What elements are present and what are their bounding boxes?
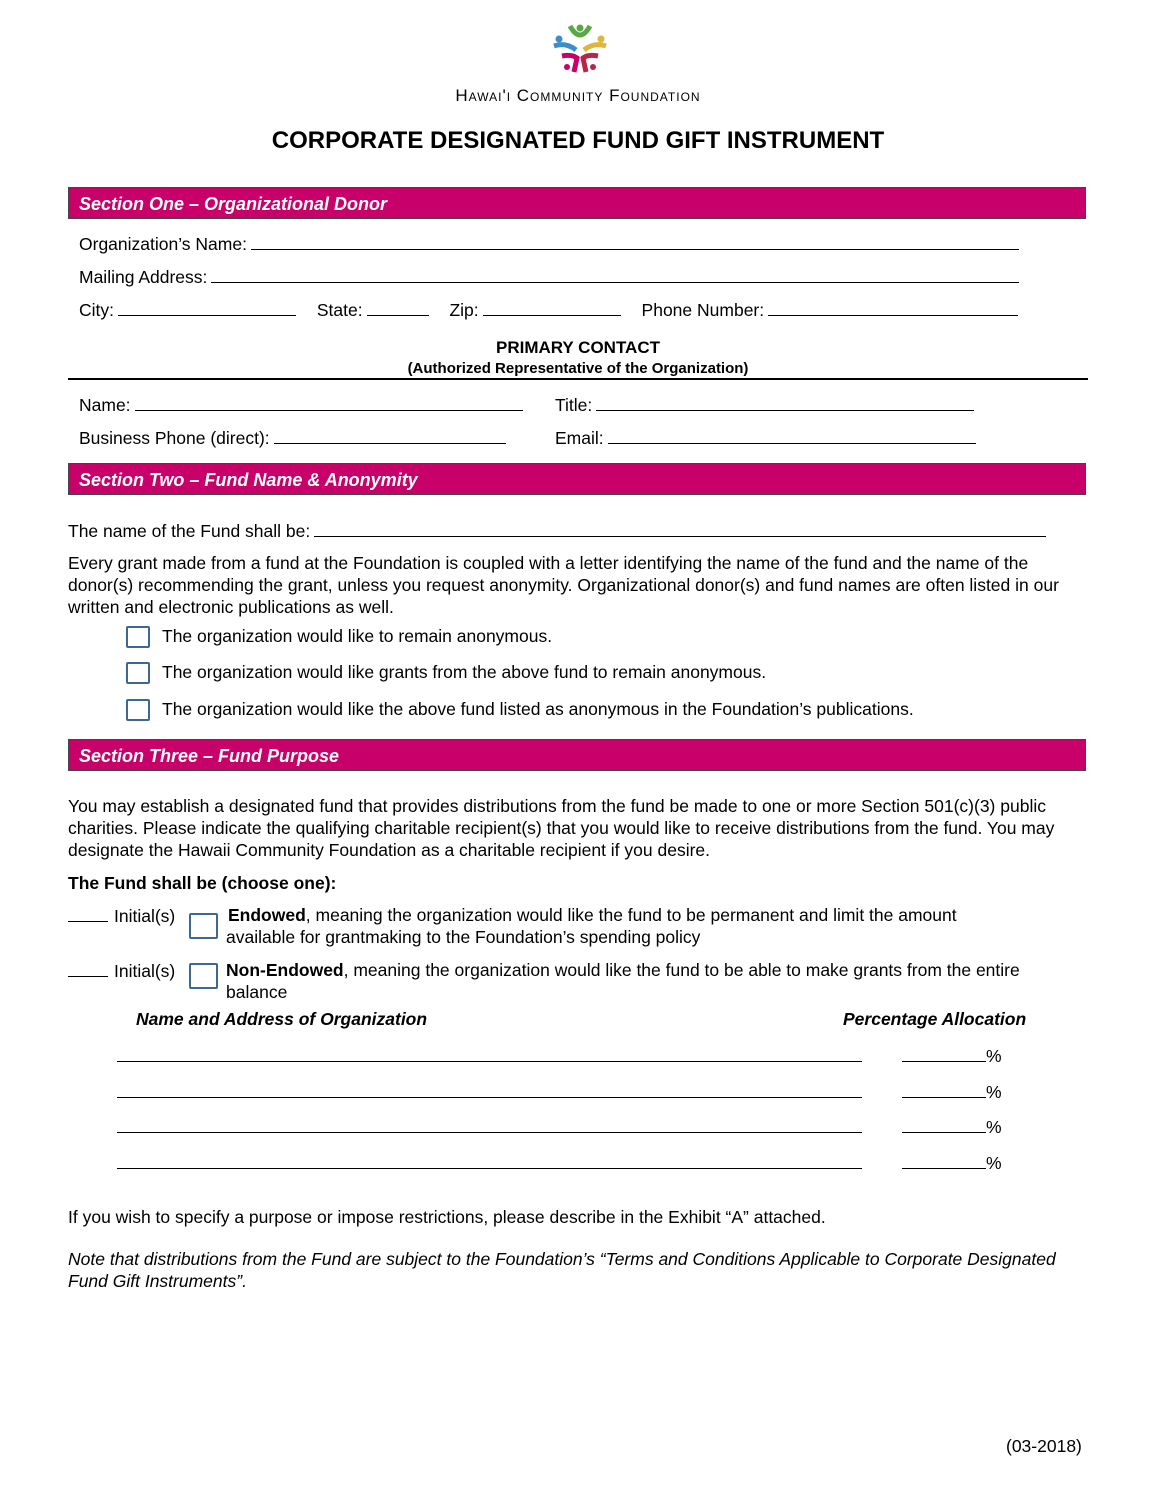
fund-name-field[interactable]: [314, 520, 1046, 537]
percent-sign: %: [986, 1117, 1002, 1137]
hcf-logo-icon: [550, 22, 610, 78]
percentage-field[interactable]: [902, 1116, 986, 1133]
phone-field[interactable]: [768, 299, 1018, 316]
terms-note: Note that distributions from the Fund are subject to the Foundation’s “Terms and Conditions Applicable to Corporate Designated Fund Gift Instruments”.: [68, 1249, 1056, 1291]
endowed-label: Endowed: [228, 905, 306, 925]
section-one-header: Section One – Organizational Donor: [68, 187, 1086, 219]
org-name-field[interactable]: [251, 233, 1019, 250]
option-label: The organization would like grants from the above fund to remain anonymous.: [162, 662, 767, 682]
recipient-name-field[interactable]: [117, 1152, 862, 1169]
non-endowed-label: Non-Endowed: [226, 960, 344, 980]
endowed-description-cont: available for grantmaking to the Foundation’s spending policy: [226, 927, 701, 947]
percentage-field[interactable]: [902, 1081, 986, 1098]
endowed-initials-field[interactable]: [68, 905, 108, 922]
anonymous-grants-checkbox[interactable]: [126, 662, 150, 684]
non-endowed-checkbox[interactable]: [189, 963, 218, 989]
name-field[interactable]: [135, 394, 523, 411]
zip-label: Zip:: [449, 300, 479, 320]
endowed-checkbox[interactable]: [189, 913, 218, 939]
page-title: CORPORATE DESIGNATED FUND GIFT INSTRUMENT: [271, 127, 885, 154]
percentage-field[interactable]: [902, 1152, 986, 1169]
percent-sign: %: [986, 1153, 1002, 1173]
divider: [68, 378, 1088, 380]
non-endowed-description: , meaning the organization would like the fund to be able to make grants from the entire: [343, 960, 1020, 980]
non-endowed-description-cont: balance: [226, 982, 288, 1002]
business-phone-field[interactable]: [274, 427, 506, 444]
section-three-header: Section Three – Fund Purpose: [68, 739, 1086, 771]
state-label: State:: [316, 300, 363, 320]
phone-label: Phone Number:: [641, 300, 765, 320]
primary-contact-subheading: (Authorized Representative of the Organization): [407, 360, 749, 377]
restrictions-text: If you wish to specify a purpose or impose restrictions, please describe in the Exhibit “A” attached.: [68, 1207, 826, 1227]
city-field[interactable]: [118, 299, 296, 316]
percent-sign: %: [986, 1046, 1002, 1066]
recipient-name-field[interactable]: [117, 1045, 862, 1062]
mailing-address-field[interactable]: [211, 266, 1019, 283]
anonymous-org-checkbox[interactable]: [126, 626, 150, 648]
state-field[interactable]: [367, 299, 429, 316]
col-header-percentage: Percentage Allocation: [843, 1009, 1027, 1029]
initials-label: Initial(s): [114, 906, 176, 926]
initials-label: Initial(s): [114, 961, 176, 981]
anonymity-paragraph: Every grant made from a fund at the Foundation is coupled with a letter identifying the name of the fund and the name of the donor(s) recommending the grant, unless you request anonymity. Organizational donor(s) and fund names are often listed in our written and electronic publications as well.: [68, 553, 1059, 617]
percentage-field[interactable]: [902, 1045, 986, 1062]
city-label: City:: [79, 300, 114, 320]
non-endowed-initials-field[interactable]: [68, 960, 108, 977]
option-label: The organization would like the above fund listed as anonymous in the Foundation’s publications.: [162, 699, 914, 719]
version-code: (03-2018): [1006, 1436, 1082, 1456]
option-label: The organization would like to remain anonymous.: [162, 626, 553, 646]
primary-contact-heading: PRIMARY CONTACT: [495, 338, 660, 357]
col-header-name: Name and Address of Organization: [136, 1009, 428, 1029]
choose-one-label: The Fund shall be (choose one):: [68, 873, 337, 893]
title-label: Title:: [555, 395, 593, 415]
endowed-description: , meaning the organization would like the fund to be permanent and limit the amount: [305, 905, 957, 925]
org-name-label: Organization’s Name:: [79, 234, 247, 254]
recipient-name-field[interactable]: [117, 1116, 862, 1133]
org-wordmark: Hawai'i Community Foundation: [455, 86, 701, 105]
section-two-header: Section Two – Fund Name & Anonymity: [68, 463, 1086, 495]
zip-field[interactable]: [483, 299, 621, 316]
mailing-address-label: Mailing Address:: [79, 267, 208, 287]
business-phone-label: Business Phone (direct):: [79, 428, 270, 448]
email-field[interactable]: [608, 427, 976, 444]
title-field[interactable]: [596, 394, 974, 411]
name-label: Name:: [79, 395, 131, 415]
purpose-paragraph: You may establish a designated fund that provides distributions from the fund be made to one or more Section 501(c)(3) public charities. Please indicate the qualifying charitable recipient(s) that you would like to receive distributions from the fund. You may designate the Hawaii Community Foundation as a charitable recipient if you desire.: [68, 796, 1055, 860]
email-label: Email:: [555, 428, 604, 448]
percent-sign: %: [986, 1082, 1002, 1102]
recipient-name-field[interactable]: [117, 1081, 862, 1098]
fund-name-label: The name of the Fund shall be:: [68, 521, 311, 541]
anonymous-publications-checkbox[interactable]: [126, 699, 150, 721]
